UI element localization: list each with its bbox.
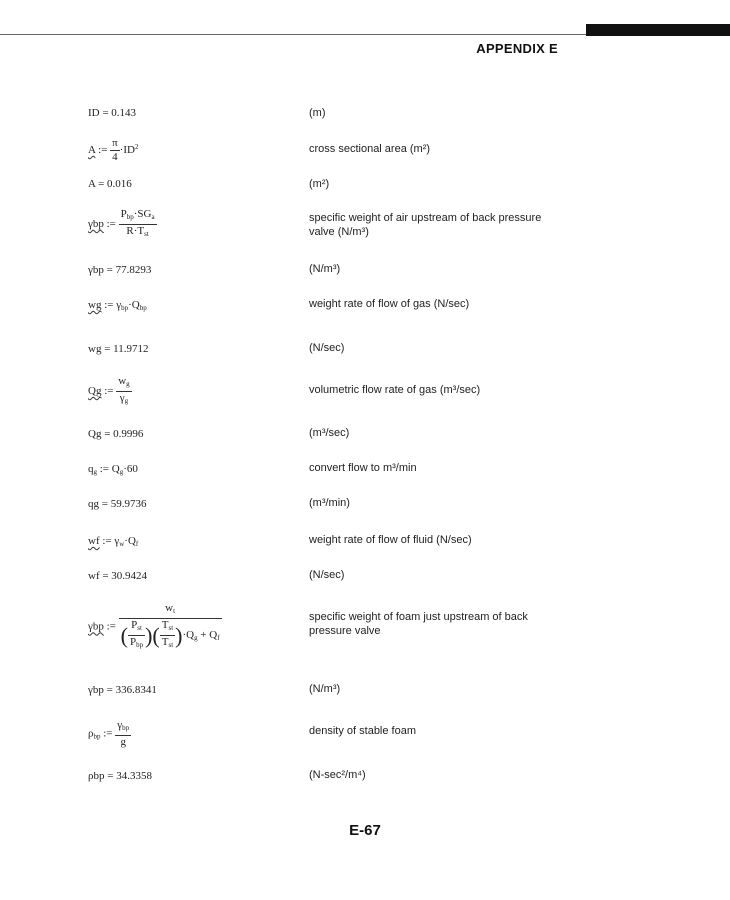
desc-wf: weight rate of flow of fluid (N/sec) xyxy=(309,534,472,546)
page-header-title: APPENDIX E xyxy=(476,41,558,56)
desc-qg-unit: (m³/sec) xyxy=(309,427,350,439)
desc-wg: weight rate of flow of gas (N/sec) xyxy=(309,298,470,310)
eq-gamma-air-formula: γbp := $\frac{P_{bp}\cdot SG_a}{R\cdot T_{st}}$ xyxy=(88,208,155,238)
header-bar xyxy=(586,24,730,36)
eq-qg-value: Qg = 0.9996 xyxy=(88,428,144,440)
desc-rho-unit: (N-sec²/m⁴) xyxy=(309,769,366,781)
eq-area-formula: A := $\frac{\pi}{4}$ $\cdot ID^2$ xyxy=(88,137,139,163)
desc-qg: volumetric flow rate of gas (m³/sec) xyxy=(309,384,481,396)
desc-gamma-foam: specific weight of foam just upstream of back pressure valve xyxy=(309,611,528,637)
desc-wg-unit: (N/sec) xyxy=(309,342,345,354)
desc-gamma-foam-unit: (N/m³) xyxy=(309,683,341,695)
eq-qg-formula: Qg := $\frac{w_g}{\gamma_g}$ xyxy=(88,375,130,405)
desc-gamma-air: specific weight of air upstream of back pressure valve (N/m³) xyxy=(309,212,542,238)
eq-wf-formula: wf := $\gamma_w\cdot Q_f$ xyxy=(88,535,139,548)
eq-wf-value: wf = 30.9424 xyxy=(88,570,148,582)
page-number: E-67 xyxy=(349,822,381,839)
desc-convert-flow: convert flow to m³/min xyxy=(309,462,417,474)
desc-wf-unit: (N/sec) xyxy=(309,569,345,581)
eq-qg-min-value: qg = 59.9736 xyxy=(88,498,147,510)
desc-qg-min-unit: (m³/min) xyxy=(309,497,350,509)
eq-rho-value: ρbp = 34.3358 xyxy=(88,770,152,782)
eq-id-value: ID = 0.143 xyxy=(88,107,137,119)
eq-qg-min-formula: $q_g$ := $Q_g\cdot 60$ xyxy=(88,463,138,476)
header-rule xyxy=(0,34,586,35)
eq-rho-formula: $\rho_{bp}$ := $\frac{\gamma_{bp}}{g}$ xyxy=(88,719,130,748)
desc-rho: density of stable foam xyxy=(309,725,417,737)
eq-area-value: A = 0.016 xyxy=(88,178,132,190)
eq-wg-formula: wg := $\gamma_{bp}\cdot Q_{bp}$ xyxy=(88,299,147,312)
desc-gamma-air-unit: (N/m³) xyxy=(309,263,341,275)
desc-area-unit: (m²) xyxy=(309,178,330,190)
eq-gamma-air-value: γbp = 77.8293 xyxy=(88,264,152,276)
eq-gamma-foam-value: γbp = 336.8341 xyxy=(88,684,157,696)
desc-area: cross sectional area (m²) xyxy=(309,143,431,155)
eq-wg-value: wg = 11.9712 xyxy=(88,343,149,355)
eq-gamma-foam-formula: γbp := $w_t$ ( $\frac{P_{st}}{P_{bp}}$ )( $\frac{T_{st}}{T_{st}}$ )$\cdot Q_g + Q_f$ xyxy=(88,602,220,649)
desc-id-unit: (m) xyxy=(309,107,326,119)
